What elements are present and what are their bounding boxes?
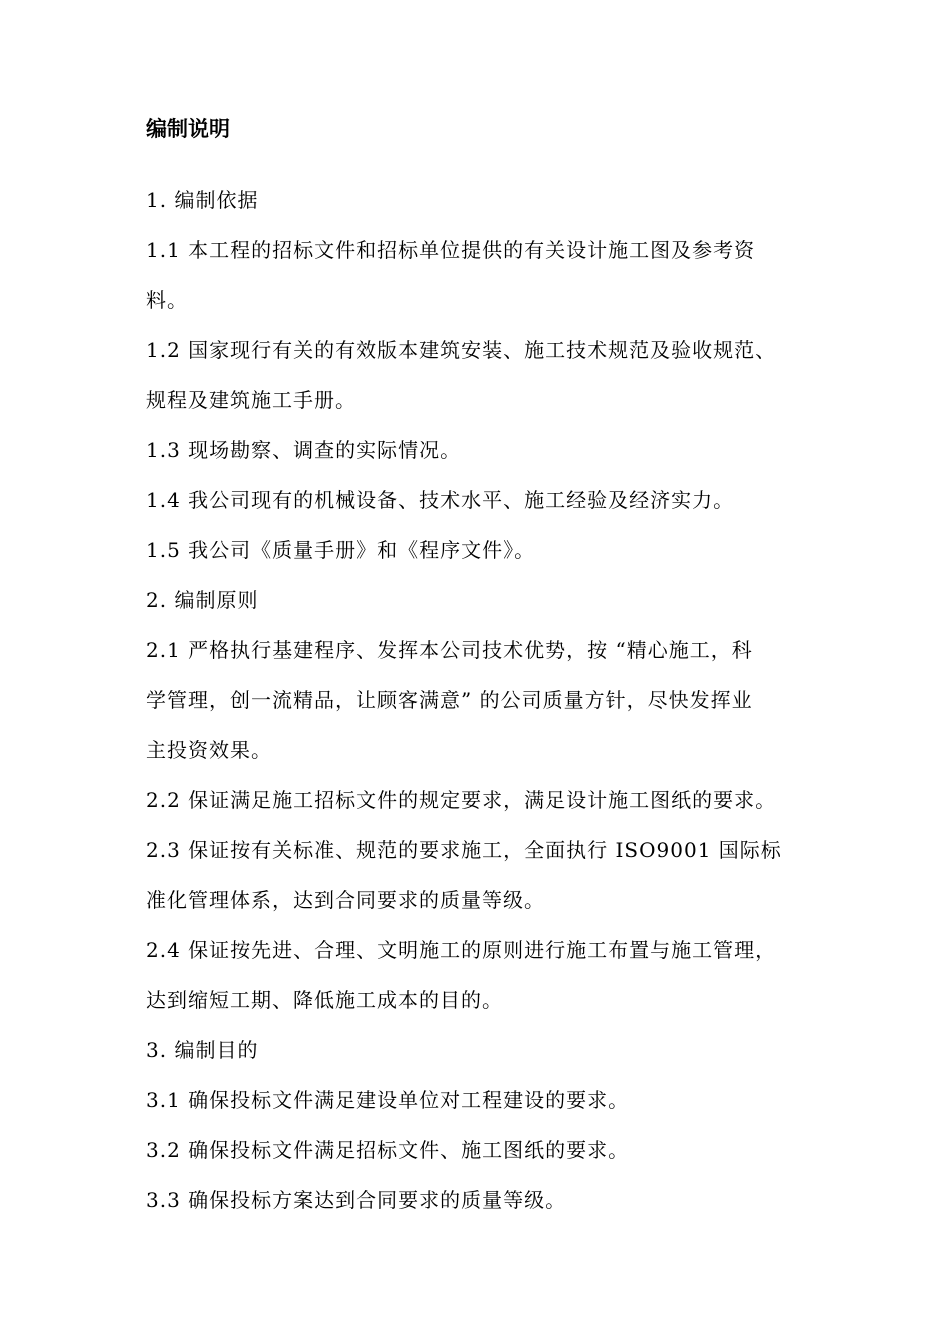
paragraph-line: 3.3 确保投标方案达到合同要求的质量等级。 <box>146 1188 567 1212</box>
paragraph-line: 1.2 国家现行有关的有效版本建筑安装、施工技术规范及验收规范、 <box>146 338 777 362</box>
paragraph-line: 3.1 确保投标文件满足建设单位对工程建设的要求。 <box>146 1088 630 1112</box>
paragraph-line: 规程及建筑施工手册。 <box>146 388 356 412</box>
paragraph-line: 2.1 严格执行基建程序、发挥本公司技术优势，按 “精心施工，科 <box>146 638 753 662</box>
paragraph-line: 料。 <box>146 288 188 312</box>
section-heading-1: 1. 编制依据 <box>146 188 259 212</box>
paragraph-line: 2.2 保证满足施工招标文件的规定要求，满足设计施工图纸的要求。 <box>146 788 777 812</box>
paragraph-line: 学管理，创一流精品，让顾客满意” 的公司质量方针，尽快发挥业 <box>146 688 753 712</box>
section-heading-2: 2. 编制原则 <box>146 588 259 612</box>
paragraph-line: 2.4 保证按先进、合理、文明施工的原则进行施工布置与施工管理， <box>146 938 777 962</box>
paragraph-line: 主投资效果。 <box>146 738 272 762</box>
paragraph-line: 1.5 我公司《质量手册》和《程序文件》。 <box>146 538 536 562</box>
section-heading-3: 3. 编制目的 <box>146 1038 259 1062</box>
paragraph-line: 1.3 现场勘察、调查的实际情况。 <box>146 438 462 462</box>
paragraph-line: 3.2 确保投标文件满足招标文件、施工图纸的要求。 <box>146 1138 630 1162</box>
paragraph-line: 准化管理体系，达到合同要求的质量等级。 <box>146 888 545 912</box>
document-title: 编制说明 <box>146 116 230 141</box>
paragraph-line: 1.4 我公司现有的机械设备、技术水平、施工经验及经济实力。 <box>146 488 735 512</box>
paragraph-line: 2.3 保证按有关标准、规范的要求施工，全面执行 ISO9001 国际标 <box>146 838 782 862</box>
paragraph-line: 1.1 本工程的招标文件和招标单位提供的有关设计施工图及参考资 <box>146 238 756 262</box>
paragraph-line: 达到缩短工期、降低施工成本的目的。 <box>146 988 503 1012</box>
